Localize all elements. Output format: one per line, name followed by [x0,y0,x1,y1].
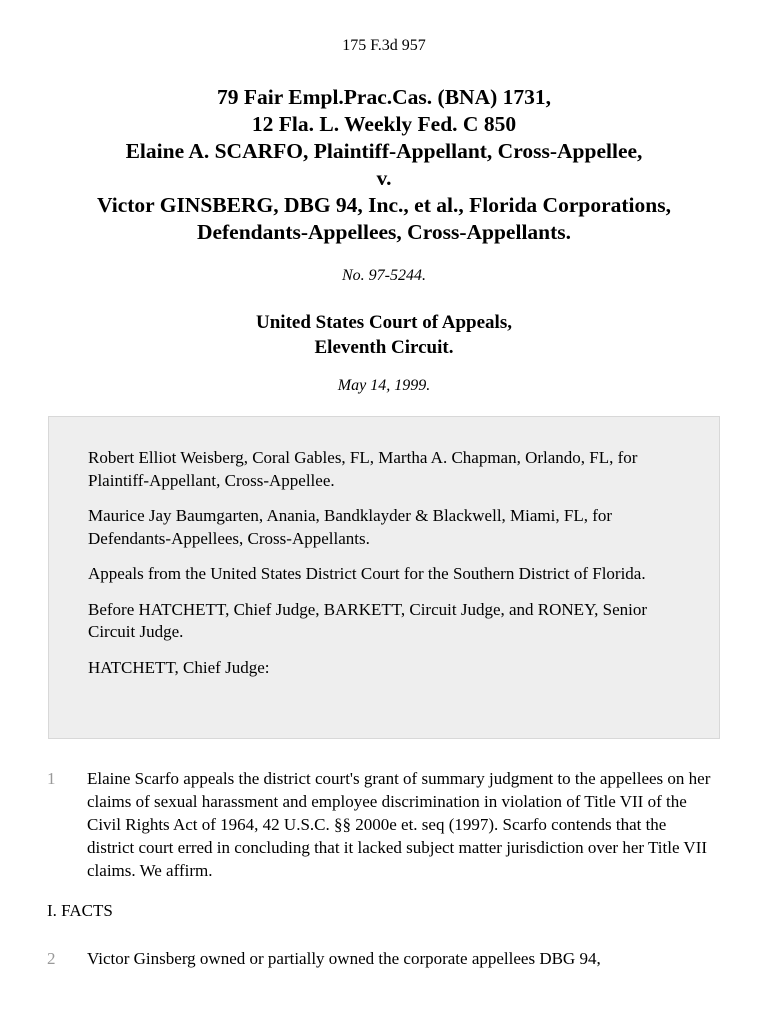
counsel-box [48,416,720,739]
docket-number: No. 97-5244. [342,267,426,284]
caption-line: Elaine A. SCARFO, Plaintiff-Appellant, Cross-Appellee, [125,139,643,163]
citation: 175 F.3d 957 [342,37,426,54]
paragraph-text: Victor Ginsberg owned or partially owned the corporate appellees DBG 94, [87,949,601,968]
court-name [0,310,768,360]
counsel-paragraph: HATCHETT, Chief Judge: [88,657,270,677]
section-heading: I. FACTS [47,901,113,920]
caption-line: v. [376,166,392,190]
paragraph-number: 2 [47,949,56,968]
counsel-paragraph: Robert Elliot Weisberg, Coral Gables, FL, Martha A. Chapman, Orlando, FL, for Plaintiff-Appellant, Cross-Appellee. [88,448,638,490]
court-name-line: Eleventh Circuit. [314,337,454,358]
caption-line: Defendants-Appellees, Cross-Appellants. [196,220,572,244]
counsel-paragraph: Before HATCHETT, Chief Judge, BARKETT, Circuit Judge, and RONEY, Senior Circuit Judge. [88,599,648,641]
caption-line: 12 Fla. L. Weekly Fed. C 850 [251,112,517,136]
paragraph-text: Elaine Scarfo appeals the district court's grant of summary judgment to the appellees on her claims of sexual harassment and employee discrimination in violation of Title VII of the Civil Rights Act of 1964, 42 U.S.C. §§ 2000e et. seq (1997). Scarfo contends that the district court erred in concluding that it lacked subject matter jurisdiction over her Title VII claims. We affirm. [87,769,711,880]
court-name-line: United States Court of Appeals, [256,312,512,333]
case-caption [0,84,768,246]
caption-line: Victor GINSBERG, DBG 94, Inc., et al., Florida Corporations, [97,193,671,217]
counsel-paragraph: Appeals from the United States District Court for the Southern District of Florida. [88,564,646,583]
paragraph-number: 1 [47,769,56,788]
counsel-paragraph: Maurice Jay Baumgarten, Anania, Bandklayder & Blackwell, Miami, FL, for Defendants-Appellees, Cross-Appellants. [88,506,613,548]
decision-date: May 14, 1999. [337,377,431,394]
caption-line: 79 Fair Empl.Prac.Cas. (BNA) 1731, [216,85,552,109]
